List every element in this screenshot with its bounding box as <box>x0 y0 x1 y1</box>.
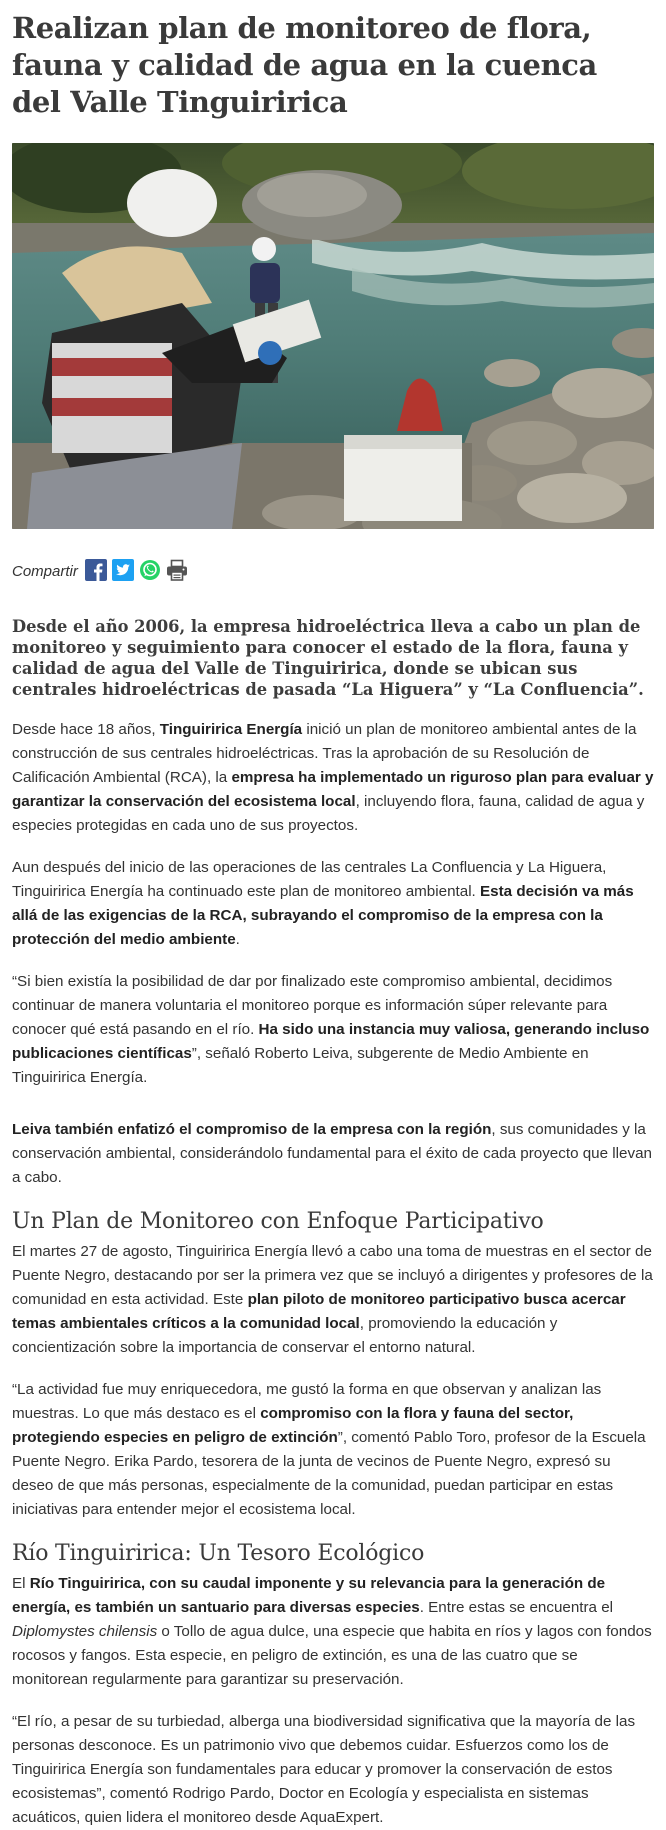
share-bar <box>12 556 654 584</box>
print-icon[interactable] <box>166 559 188 581</box>
paragraph-3: “Si bien existía la posibilidad de dar por finalizado este compromiso ambiental, decidimos continuar de manera voluntaria el monitoreo porque es información súper relevante para conocer qué está pasando en el río. Ha sido una instancia muy valiosa, generando incluso publicaciones científicas”, señaló Roberto Leiva, subgerente de Medio Ambiente en Tinguiririca Energía. <box>12 973 650 1086</box>
whatsapp-icon[interactable] <box>139 559 161 581</box>
article <box>0 10 666 1830</box>
article-photo <box>12 143 654 529</box>
twitter-icon[interactable] <box>112 559 134 581</box>
section-heading-participativo: Un Plan de Monitoreo con Enfoque Participativo <box>12 1209 544 1234</box>
article-title: Realizan plan de monitoreo de flora, fauna y calidad de agua en la cuenca del Valle Tinguiririca <box>12 11 597 119</box>
spacer <box>12 1108 654 1118</box>
paragraph-6: “La actividad fue muy enriquecedora, me gustó la forma en que observan y analizan las muestras. Lo que más destaco es el compromiso con la flora y fauna del sector, protegiendo especies en peligro de extinción”, comentó Pablo Toro, profesor de la Escuela Puente Negro. Erika Pardo, tesorera de la junta de vecinos de Puente Negro, expresó su deseo de que más personas, especialmente de la comunidad, puedan participar en estas iniciativas para entender mejor el ecosistema local. <box>12 1381 646 1518</box>
paragraph-1: Desde hace 18 años, Tinguiririca Energía inició un plan de monitoreo ambiental antes de la construcción de sus centrales hidroeléctricas. Tras la aprobación de su Resolución de Calificación Ambiental (RCA), la empresa ha implementado un riguroso plan para evaluar y garantizar la conservación del ecosistema local, incluyendo flora, fauna, calidad de agua y especies protegidas en cada uno de sus proyectos. <box>12 721 654 834</box>
paragraph-5: El martes 27 de agosto, Tinguiririca Energía llevó a cabo una toma de muestras en el sector de Puente Negro, destacando por ser la primera vez que se incluyó a dirigentes y profesores de la comunidad en esta actividad. Este plan piloto de monitoreo participativo busca acercar temas ambientales críticos a la comunidad local, promoviendo la educación y concientización sobre la importancia de conservar el entorno natural. <box>12 1243 653 1356</box>
section-heading-rio: Río Tinguiririca: Un Tesoro Ecológico <box>12 1541 425 1566</box>
article-lead: Desde el año 2006, la empresa hidroeléctrica lleva a cabo un plan de monitoreo y seguimiento para conocer el estado de la flora, fauna y calidad de agua del Valle de Tinguiririca, donde se ubican sus centrales hidroeléctricas de pasada “La Higuera” y “La Confluencia”. <box>12 617 644 699</box>
paragraph-7: El Río Tinguiririca, con su caudal imponente y su relevancia para la generación de energía, es también un santuario para diversas especies. Entre estas se encuentra el Diplomystes chilensis o Tollo de agua dulce, una especie que habita en ríos y lagos con fondos rocosos y fangos. Esta especie, en peligro de extinción, es una de las cuatro que se monitorean regularmente para garantizar su preservación. <box>12 1575 652 1688</box>
facebook-icon[interactable] <box>85 559 107 581</box>
share-label: Compartir <box>12 563 78 580</box>
paragraph-2: Aun después del inicio de las operaciones de las centrales La Confluencia y La Higuera, Tinguiririca Energía ha continuado este plan de monitoreo ambiental. Esta decisión va más allá de las exigencias de la RCA, subrayando el compromiso de la empresa con la protección del medio ambiente. <box>12 859 634 948</box>
paragraph-4: Leiva también enfatizó el compromiso de la empresa con la región, sus comunidades y la conservación ambiental, considerándolo fundamental para el éxito de cada proyecto que llevan a cabo. <box>12 1121 652 1186</box>
paragraph-8: “El río, a pesar de su turbiedad, alberga una biodiversidad significativa que la mayoría de las personas desconoce. Es un patrimonio vivo que debemos cuidar. Esfuerzos como los de Tinguiririca Energía son fundamentales para educar y promover la conservación de estos ecosistemas”, comentó Rodrigo Pardo, Doctor en Ecología y especialista en sistemas acuáticos, quien lidera el monitoreo desde AquaExpert. <box>12 1713 636 1826</box>
